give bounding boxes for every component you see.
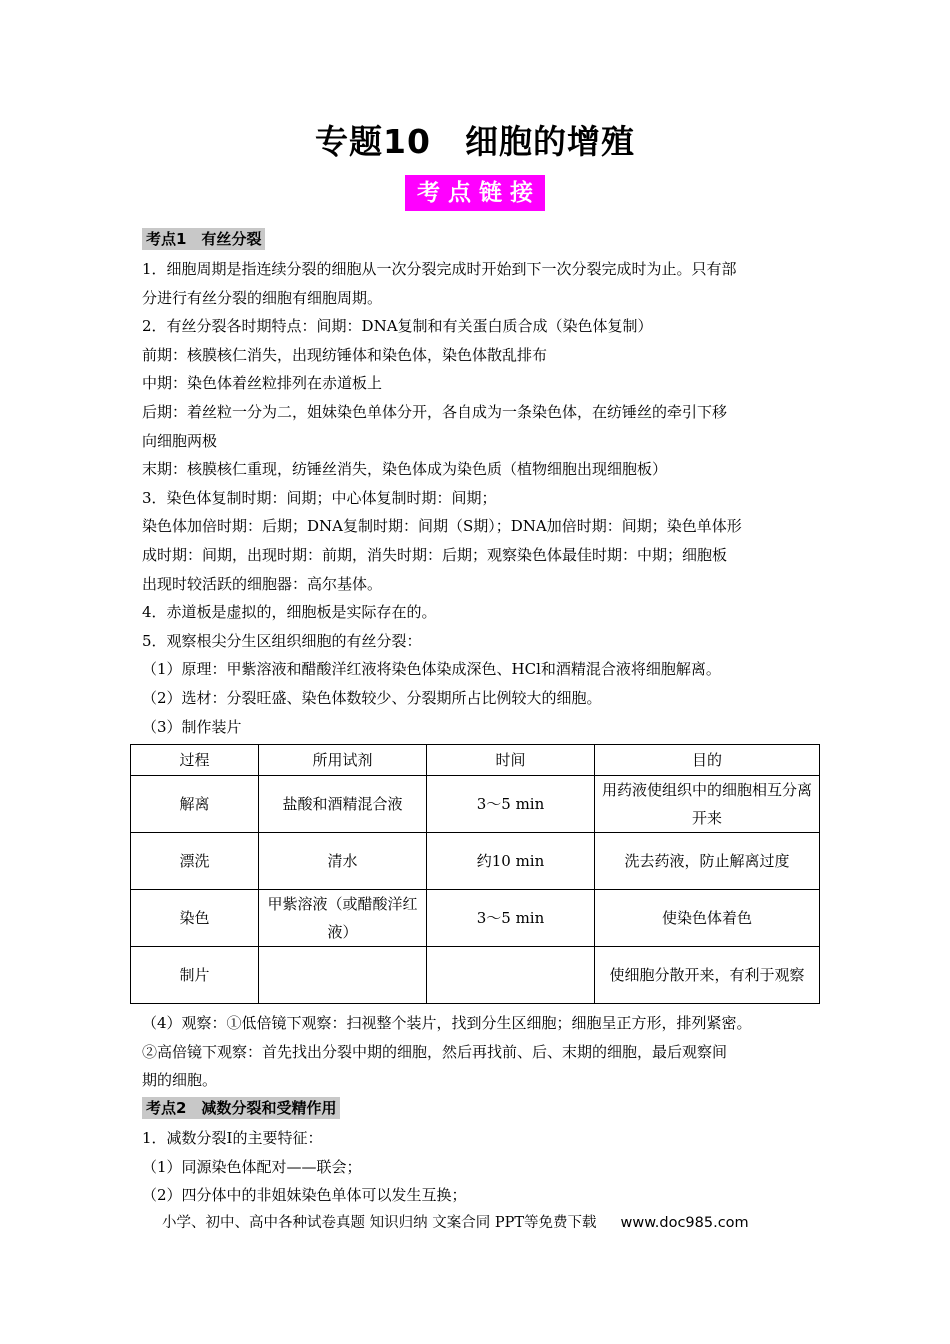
- table-cell-time: 3～5 min: [427, 890, 595, 947]
- body-line: 末期：核膜核仁重现，纺锤丝消失，染色体成为染色质（植物细胞出现细胞板）: [142, 460, 668, 479]
- table-header-process: 过程: [131, 745, 259, 776]
- body-line: 成时期：间期，出现时期：前期，消失时期：后期；观察染色体最佳时期：中期；细胞板: [142, 545, 728, 564]
- table-row: [131, 833, 820, 890]
- body-line: 分进行有丝分裂的细胞有细胞周期。: [142, 288, 383, 307]
- body-line: 出现时较活跃的细胞器：高尔基体。: [142, 574, 383, 593]
- section-1-heading: 考点1 有丝分裂: [142, 228, 265, 250]
- page-title: 专题10 细胞的增殖: [315, 122, 635, 161]
- banner-container: [0, 175, 950, 211]
- table-cell-process: 制片: [131, 947, 259, 1004]
- body-line: 1．细胞周期是指连续分裂的细胞从一次分裂完成时开始到下一次分裂完成时为止。只有部: [142, 260, 737, 278]
- body-line: 前期：核膜核仁消失，出现纺锤体和染色体，染色体散乱排布: [142, 345, 548, 364]
- table-cell-purpose: 洗去药液，防止解离过度: [595, 833, 820, 890]
- body-line: 后期：着丝粒一分为二，姐妹染色单体分开，各自成为一条染色体，在纺锤丝的牵引下移: [142, 402, 728, 421]
- table-cell-reagent: 盐酸和酒精混合液: [259, 776, 427, 833]
- body-line: （2）四分体中的非姐妹染色单体可以发生互换；: [142, 1186, 467, 1205]
- body-line: ②高倍镜下观察：首先找出分裂中期的细胞，然后再找前、后、末期的细胞，最后观察间: [142, 1042, 728, 1061]
- table-header-row: [131, 745, 820, 776]
- table-cell-reagent: [259, 947, 427, 1004]
- footer-url[interactable]: www.doc985.com: [620, 1215, 749, 1231]
- table-body: [131, 776, 820, 1004]
- body-line: 5．观察根尖分生区组织细胞的有丝分裂：: [142, 631, 422, 650]
- section-1-observation: [142, 1009, 822, 1095]
- table-cell-process: 漂洗: [131, 833, 259, 890]
- table-cell-purpose: 用药液使组织中的细胞相互分离开来: [595, 776, 820, 833]
- table-row: [131, 947, 820, 1004]
- slide-prep-table: [130, 744, 820, 1004]
- section-2-heading: 考点2 减数分裂和受精作用: [142, 1097, 340, 1119]
- section-1-body: [142, 255, 822, 741]
- section-2-body: [142, 1124, 822, 1210]
- body-line: （1）同源染色体配对——联会；: [142, 1157, 362, 1176]
- body-line: （3）制作装片: [142, 717, 242, 736]
- body-line: 期的细胞。: [142, 1071, 218, 1090]
- table-cell-reagent: 清水: [259, 833, 427, 890]
- table-row: [131, 776, 820, 833]
- table-cell-reagent: 甲紫溶液（或醋酸洋红液）: [259, 890, 427, 947]
- body-line: （4）观察：①低倍镜下观察：扫视整个装片，找到分生区细胞；细胞呈正方形，排列紧密。: [142, 1014, 752, 1032]
- footer-text: 小学、初中、高中各种试卷真题 知识归纳 文案合同 PPT等免费下载: [162, 1215, 597, 1231]
- body-line: 向细胞两极: [142, 431, 218, 450]
- table-cell-time: 3～5 min: [427, 776, 595, 833]
- body-line: （2）选材：分裂旺盛、染色体数较少、分裂期所占比例较大的细胞。: [142, 688, 602, 707]
- table-cell-purpose: 使染色体着色: [595, 890, 820, 947]
- table-header-time: 时间: [427, 745, 595, 776]
- body-line: 染色体加倍时期：后期；DNA复制时期：间期（S期）；DNA加倍时期：间期；染色单体形: [142, 517, 742, 536]
- table-cell-purpose: 使细胞分散开来，有利于观察: [595, 947, 820, 1004]
- body-line: （1）原理：甲紫溶液和醋酸洋红液将染色体染成深色、HCl和酒精混合液将细胞解离。: [142, 660, 721, 679]
- body-line: 3．染色体复制时期：间期；中心体复制时期：间期；: [142, 488, 497, 507]
- table-header-purpose: 目的: [595, 745, 820, 776]
- body-line: 2．有丝分裂各时期特点：间期：DNA复制和有关蛋白质合成（染色体复制）: [142, 317, 653, 336]
- body-line: 中期：染色体着丝粒排列在赤道板上: [142, 374, 383, 393]
- table-cell-process: 解离: [131, 776, 259, 833]
- body-line: 1．减数分裂Ⅰ的主要特征：: [142, 1129, 323, 1147]
- section-banner: 考点链接: [405, 175, 545, 211]
- body-line: 4．赤道板是虚拟的，细胞板是实际存在的。: [142, 603, 437, 622]
- table-row: [131, 890, 820, 947]
- table-cell-process: 染色: [131, 890, 259, 947]
- table-cell-time: [427, 947, 595, 1004]
- table-cell-time: 约10 min: [427, 833, 595, 890]
- page-footer: [162, 1211, 749, 1232]
- table-header-reagent: 所用试剂: [259, 745, 427, 776]
